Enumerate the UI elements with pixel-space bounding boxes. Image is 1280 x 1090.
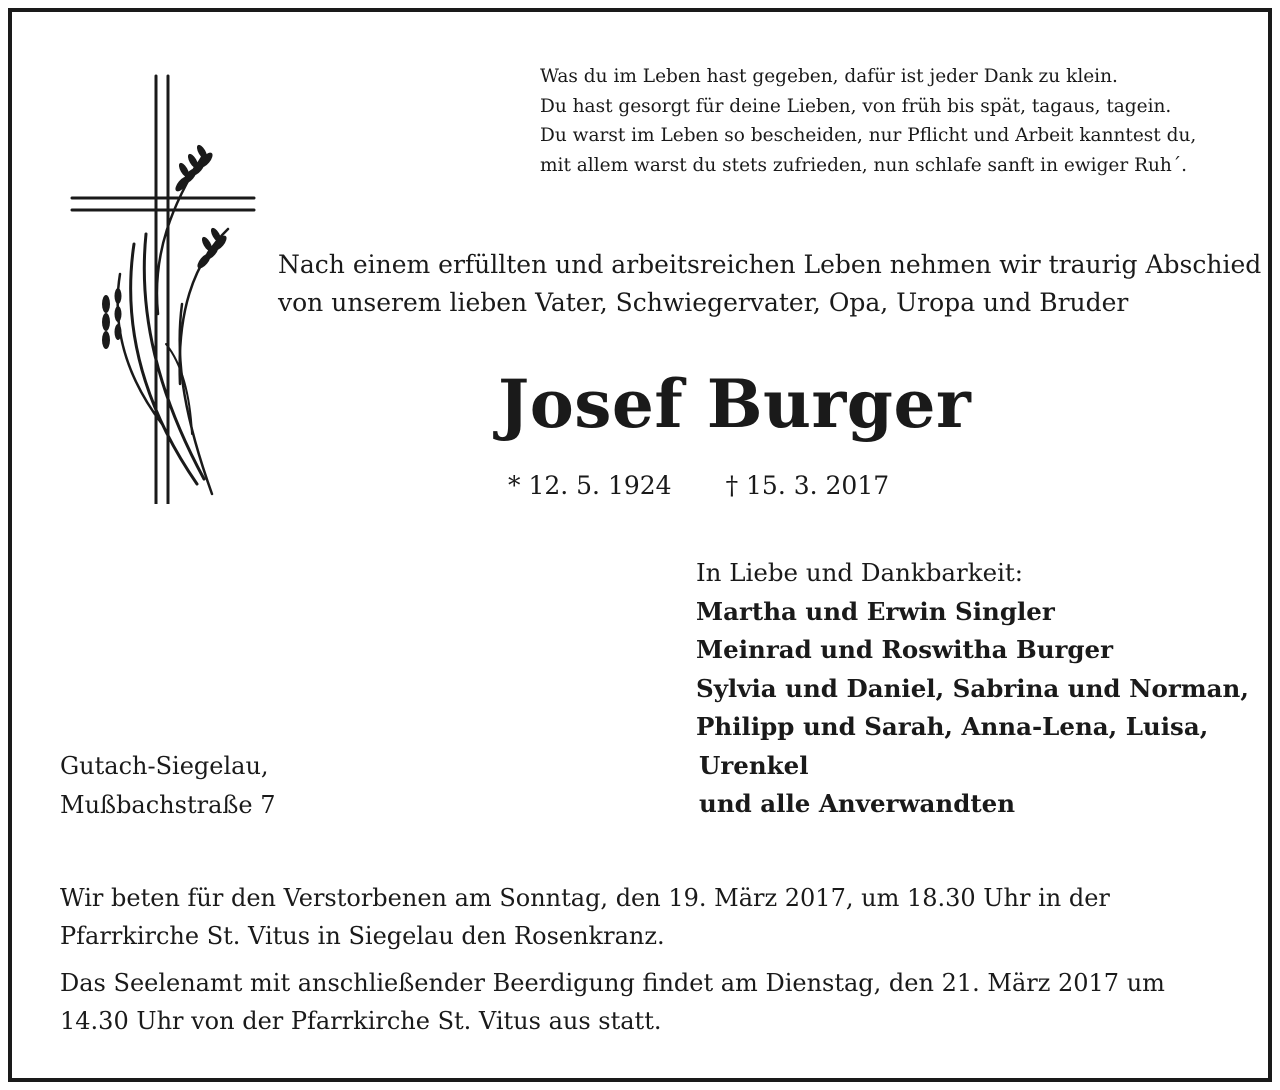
poem-verse	[540, 62, 1196, 180]
address-place: Gutach-Siegelau,	[60, 752, 269, 780]
intro-line: von unserem lieben Vater, Schwiegervater, Opa, Uropa und Bruder	[278, 288, 1129, 317]
address-street: Mußbachstraße 7	[60, 790, 276, 819]
funeral-notice: Das Seelenamt mit anschließender Beerdigung findet am Dienstag, den 21. März 2017 um 14.30 Uhr von der Pfarrkirche St. Vitus aus statt.	[60, 969, 1165, 1035]
birth-date: * 12. 5. 1924	[508, 471, 672, 500]
mourner-line: Martha und Erwin Singler	[696, 596, 1055, 626]
mourners-block	[696, 554, 1249, 824]
death-date: † 15. 3. 2017	[725, 471, 890, 500]
mourner-line: Sylvia und Daniel, Sabrina und Norman,	[696, 673, 1249, 703]
life-dates	[508, 468, 889, 504]
rosary-notice: Wir beten für den Verstorbenen am Sonntag, den 19. März 2017, um 18.30 Uhr in der Pfarrkirche St. Vitus in Siegelau den Rosenkranz.	[60, 884, 1110, 950]
mourner-line: Meinrad und Roswitha Burger	[696, 635, 1114, 664]
poem-line: mit allem warst du stets zufrieden, nun schlafe sanft in ewiger Ruh´.	[540, 154, 1187, 176]
deceased-name: Josef Burger	[498, 365, 972, 443]
obituary-frame	[8, 8, 1272, 1082]
mourners-heading: In Liebe und Dankbarkeit:	[696, 558, 1024, 587]
poem-line: Was du im Leben hast gegeben, dafür ist jeder Dank zu klein.	[540, 66, 1118, 87]
intro-line: Nach einem erfüllten und arbeitsreichen Leben nehmen wir traurig Abschied	[278, 250, 1262, 279]
mourner-line: Philipp und Sarah, Anna-Lena, Luisa,	[696, 712, 1209, 741]
intro-text	[278, 246, 1261, 322]
poem-line: Du hast gesorgt für deine Lieben, von früh bis spät, tagaus, tagein.	[540, 95, 1172, 117]
cross-with-wheat-icon	[62, 64, 262, 504]
family-address	[60, 747, 276, 824]
mourner-line: Urenkel	[699, 750, 809, 780]
poem-line: Du warst im Leben so bescheiden, nur Pflicht und Arbeit kanntest du,	[540, 125, 1197, 146]
mourner-line: und alle Anverwandten	[699, 789, 1016, 818]
